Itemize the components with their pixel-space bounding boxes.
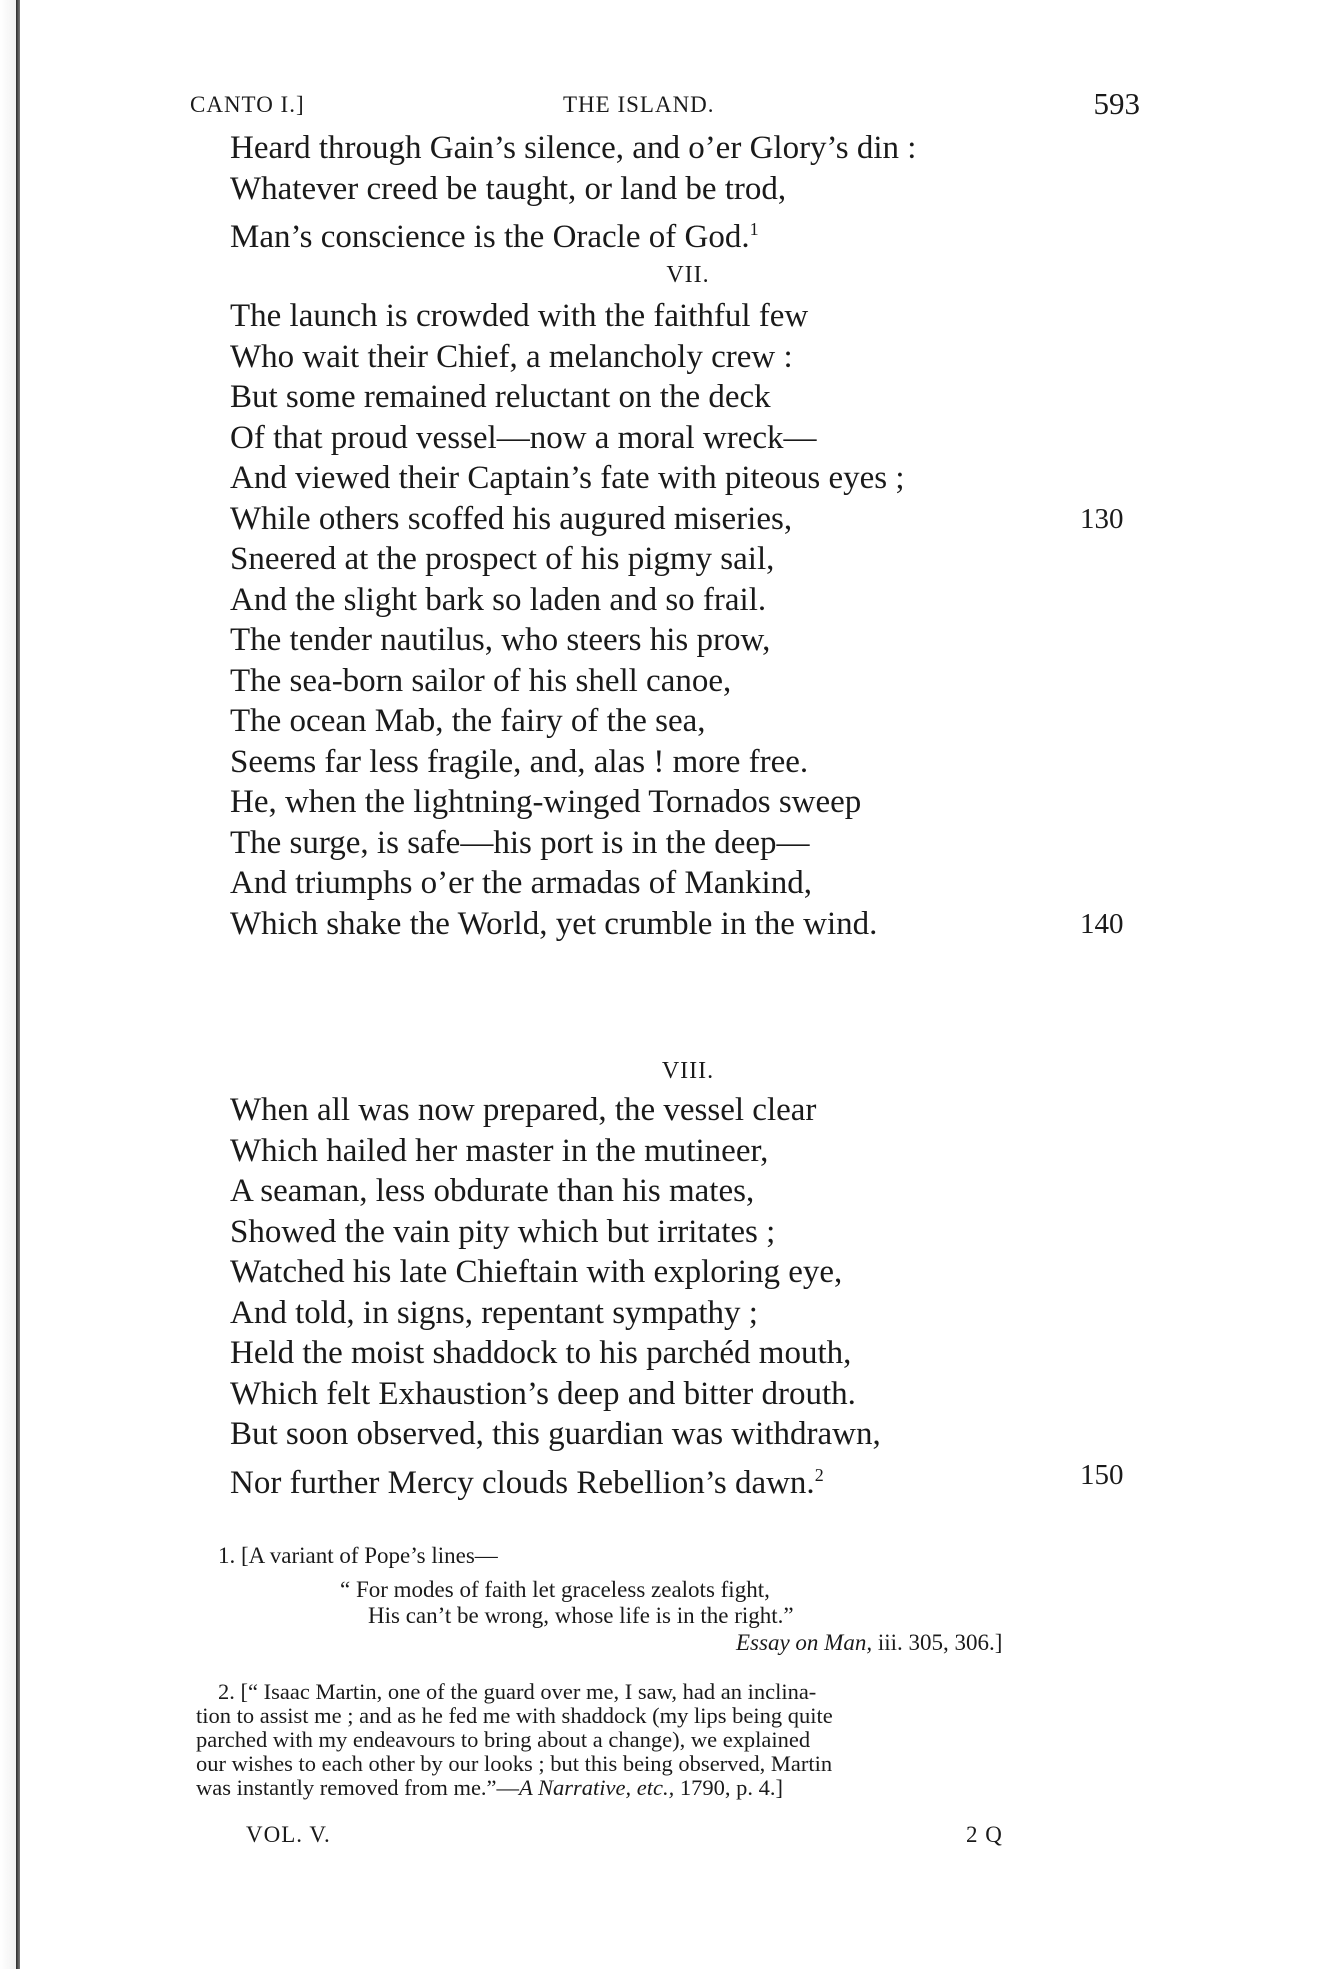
stanza-vii <box>230 296 1124 944</box>
running-header <box>190 86 1140 132</box>
footnote-1-source <box>736 1630 1002 1656</box>
verse-line: The ocean Mab, the fairy of the sea, <box>230 703 706 739</box>
footnote-2-line <box>196 1776 783 1800</box>
page-binding-shadow <box>0 0 16 1969</box>
footnote-2-line: parched with my endeavours to bring about a change), we explained <box>196 1727 811 1752</box>
source-title: Essay on Man, <box>736 1630 873 1655</box>
footnote-text: [A variant of Pope’s lines— <box>241 1543 498 1568</box>
footnote-marker: 1. <box>218 1543 236 1568</box>
footnote-1-intro <box>218 1544 498 1568</box>
verse-line: Which shake the World, yet crumble in the wind. 140 <box>230 904 905 945</box>
line-number: 150 <box>1080 1458 1124 1491</box>
stanza-number-vii: VII. <box>666 262 710 288</box>
verse-line: Nor further Mercy clouds Rebellion’s dawn.$^2$ 150 <box>230 1455 881 1504</box>
footnote-text: was instantly removed from me.”— <box>196 1775 520 1800</box>
verse-line: Seems far less fragile, and, alas ! more free. <box>230 743 809 780</box>
line-number: 140 <box>1080 907 1124 940</box>
verse-line: And triumphs o’er the armadas of Mankind, <box>230 865 812 901</box>
page-number: 593 <box>1093 86 1140 121</box>
footnote-text: [“ Isaac Martin, one of the guard over me, I saw, had an inclina- <box>240 1679 817 1704</box>
verse-line: Watched his late Chieftain with exploring eye, <box>230 1254 843 1290</box>
footnote-2-line: our wishes to each other by our looks ; but this being observed, Martin <box>196 1751 833 1776</box>
verse-line: Of that proud vessel—now a moral wreck— <box>230 419 817 456</box>
printer-signature: 2 Q <box>966 1822 1003 1847</box>
verse-line: The sea-born sailor of his shell canoe, <box>230 662 732 699</box>
opening-verse <box>230 128 916 258</box>
verse-line: And viewed their Captain’s fate with piteous eyes ; <box>230 460 905 496</box>
verse-line: The tender nautilus, who steers his prow, <box>230 622 771 658</box>
verse-line: But some remained reluctant on the deck <box>230 379 771 415</box>
stanza-number-viii: VIII. <box>661 1058 715 1084</box>
page-binding-edge <box>16 0 20 1969</box>
verse-line: Sneered at the prospect of his pigmy sail, <box>230 541 775 577</box>
footnote-ref: 2 <box>814 1464 824 1485</box>
verse-line: Which hailed her master in the mutineer, <box>230 1132 769 1169</box>
verse-line: But soon observed, this guardian was withdrawn, <box>230 1416 881 1452</box>
verse-line: He, when the lightning-winged Tornados sweep <box>230 784 862 820</box>
verse-line: The launch is crowded with the faithful few <box>230 298 809 334</box>
footnote-2-line: tion to assist me ; and as he fed me with shaddock (my lips being quite <box>196 1703 833 1728</box>
verse-line: And told, in signs, repentant sympathy ; <box>230 1294 758 1331</box>
verse-line: The surge, is safe—his port is in the deep— <box>230 824 810 861</box>
source-title: A Narrative, etc., <box>519 1775 675 1800</box>
footnote-1-quote-line: “ For modes of faith let graceless zealots fight, <box>340 1577 770 1602</box>
verse-line: Heard through Gain’s silence, and o’er Glory’s din : <box>230 130 917 166</box>
verse-line: And the slight bark so laden and so frail. <box>230 581 767 618</box>
verse-line: Man’s conscience is the Oracle of God.$^1$ <box>230 219 759 255</box>
verse-line: While others scoffed his augured miseries, 130 <box>230 499 905 540</box>
verse-line: Held the moist shaddock to his parchéd mouth, <box>230 1335 852 1371</box>
canto-label: CANTO I.] <box>190 92 305 117</box>
line-number: 130 <box>1080 502 1124 535</box>
footnote-1-quote-line: His can’t be wrong, whose life is in the right.” <box>368 1603 794 1628</box>
verse-line: A seaman, less obdurate than his mates, <box>230 1173 755 1209</box>
footnote-marker: 2. <box>218 1679 235 1704</box>
footnote-2-line <box>218 1680 816 1704</box>
source-reference: iii. 305, 306.] <box>872 1630 1003 1655</box>
volume-label: VOL. V. <box>246 1822 331 1847</box>
verse-line: Which felt Exhaustion’s deep and bitter drouth. <box>230 1375 856 1412</box>
verse-line: Whatever creed be taught, or land be trod, <box>230 170 787 207</box>
verse-line: Who wait their Chief, a melancholy crew : <box>230 338 793 375</box>
verse-line: Showed the vain pity which but irritates ; <box>230 1213 776 1250</box>
running-title: THE ISLAND. <box>563 92 715 117</box>
stanza-viii <box>230 1090 1124 1503</box>
footnote-ref: 1 <box>749 219 759 239</box>
verse-line: When all was now prepared, the vessel clear <box>230 1092 817 1128</box>
source-reference: 1790, p. 4.] <box>674 1775 783 1800</box>
